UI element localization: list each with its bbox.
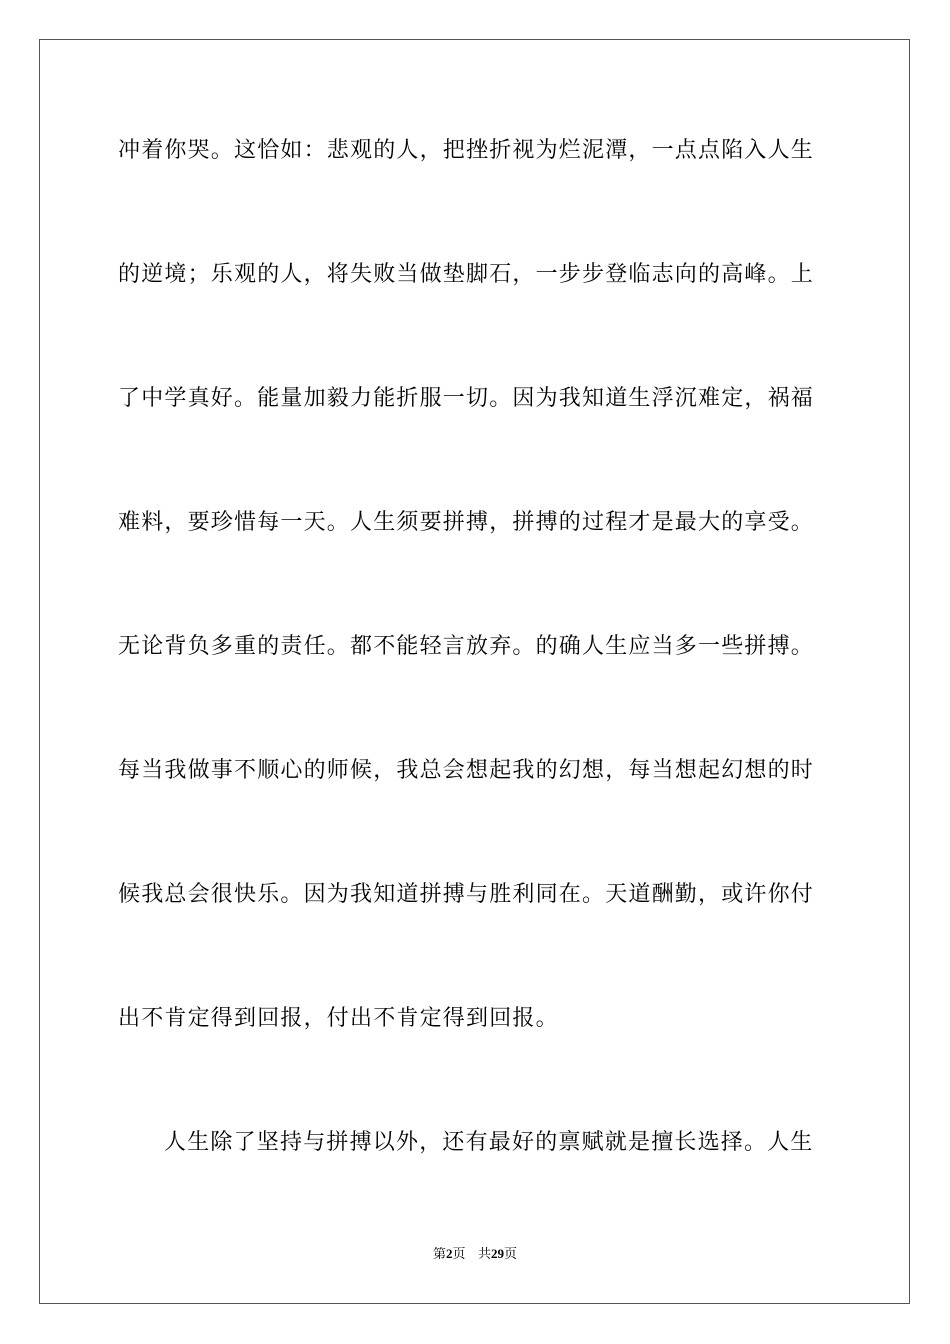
footer-page-suffix: 页 xyxy=(452,1247,466,1262)
page-border xyxy=(39,39,910,1304)
paragraph-line: 出不肯定得到回报，付出不肯定得到回报。 xyxy=(118,1006,559,1031)
paragraph-line: 每当我做事不顺心的师候，我总会想起我的幻想，每当想起幻想的时 xyxy=(118,758,815,783)
footer-page-number: 2 xyxy=(446,1246,453,1261)
paragraph-line-indented: 人生除了坚持与拼搏以外，还有最好的禀赋就是擅长选择。人生 xyxy=(164,1130,814,1155)
paragraph-line: 无论背负多重的责任。都不能轻言放弃。的确人生应当多一些拼搏。 xyxy=(118,634,815,659)
paragraph-line: 候我总会很快乐。因为我知道拼搏与胜利同在。天道酬勤，或许你付 xyxy=(118,882,815,907)
page-footer xyxy=(0,1245,950,1264)
footer-total-suffix: 页 xyxy=(503,1247,517,1262)
footer-total-prefix: 共 xyxy=(477,1247,491,1262)
footer-page-prefix: 第 xyxy=(433,1247,447,1262)
paragraph-line: 了中学真好。能量加毅力能折服一切。因为我知道生浮沉难定，祸福 xyxy=(118,386,815,411)
footer-total-pages: 29 xyxy=(490,1246,504,1261)
paragraph-line: 冲着你哭。这恰如：悲观的人，把挫折视为烂泥潭，一点点陷入人生 xyxy=(118,138,815,163)
paragraph-line: 难料，要珍惜每一天。人生须要拼搏，拼搏的过程才是最大的享受。 xyxy=(118,510,815,535)
paragraph-line: 的逆境；乐观的人，将失败当做垫脚石，一步步登临志向的高峰。上 xyxy=(118,262,815,287)
